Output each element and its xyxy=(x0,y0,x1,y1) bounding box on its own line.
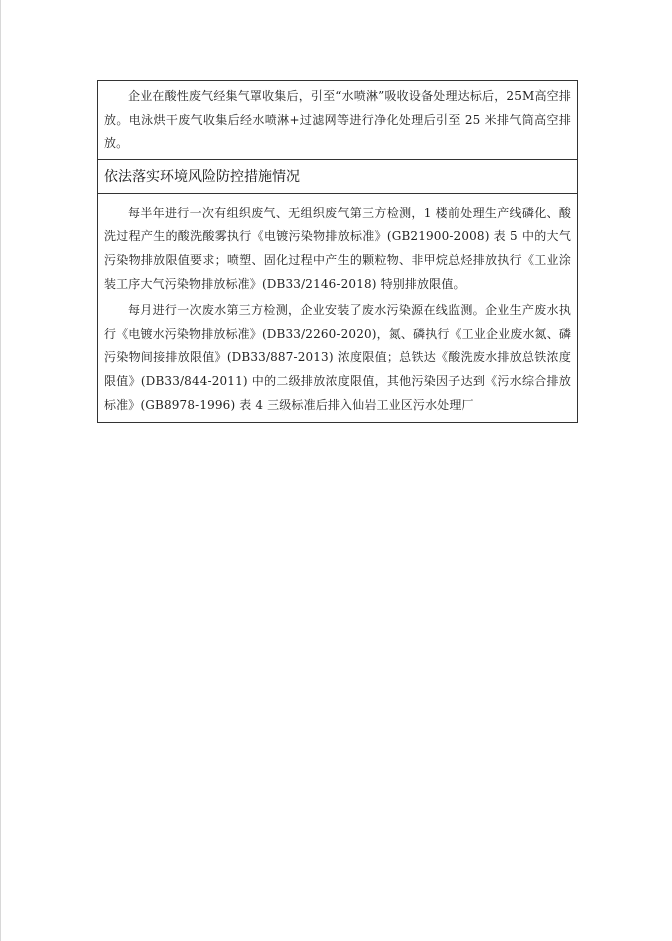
page-left-edge xyxy=(0,0,1,941)
section-heading: 依法落实环境风险防控措施情况 xyxy=(104,168,300,185)
waste-gas-monitoring-paragraph: 每半年进行一次有组织废气、无组织废气第三方检测，1 楼前处理生产线磷化、酸洗过程产生的酸洗酸雾执行《电镀污染物排放标准》(GB21900-2008) 表 5 中的大气污染物排放限值要求；喷塑、固化过程中产生的颗粒物、非甲烷总烃排放执行《工业涂装工序大气污染物排放标准》(DB33/2146-2018) 特别排放限值。 xyxy=(104,205,571,291)
emission-paragraph: 企业在酸性废气经集气罩收集后，引至“水喷淋”吸收设备处理达标后，25M高空排放。电泳烘干废气收集后经水喷淋+过滤网等进行净化处理后引至 25 米排气筒高空排放。 xyxy=(104,89,571,151)
waste-water-monitoring-paragraph: 每月进行一次废水第三方检测，企业安装了废水污染源在线监测。企业生产废水执行《电镀水污染物排放标准》(DB33/2260-2020)，氮、磷执行《工业企业废水氮、磷污染物间接排放限值》(DB33/887-2013) 浓度限值；总铁达《酸洗废水排放总铁浓度限值》(DB33/844-2011) 中的二级排放浓度限值，其他污染因子达到《污水综合排放标准》(GB8978-1996) 表 4 三级标准后排入仙岩工业区污水处理厂 xyxy=(104,303,572,412)
risk-section-heading-cell xyxy=(98,159,577,193)
emission-measures-cell xyxy=(98,81,577,159)
risk-measures-cell xyxy=(98,193,577,422)
document-table xyxy=(97,80,578,423)
